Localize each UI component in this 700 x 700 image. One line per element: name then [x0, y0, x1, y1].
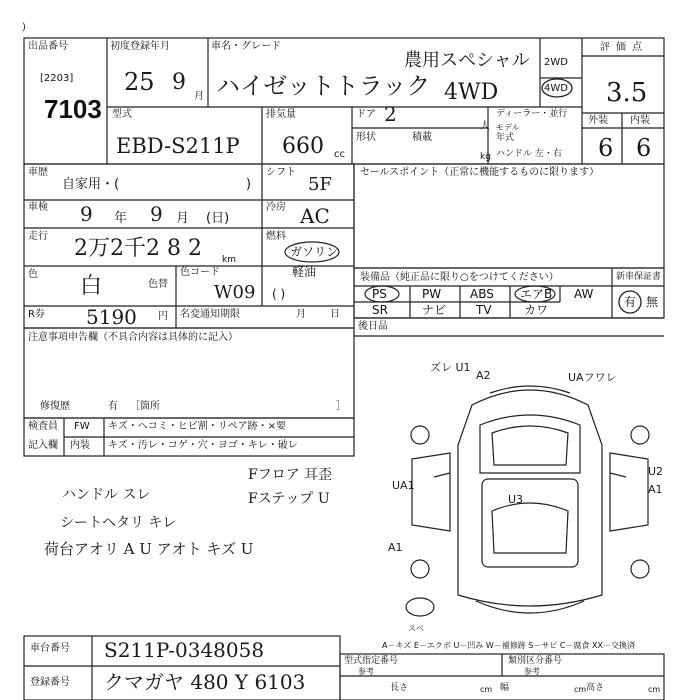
load-label: 積載 — [412, 132, 432, 143]
fuel-circle-icon — [282, 240, 342, 264]
shift-value: 5F — [308, 174, 332, 195]
shaken-year-unit: 年 — [114, 211, 128, 226]
score: 3.5 — [606, 78, 648, 108]
lot-code: [2203] — [40, 73, 74, 84]
damage-mark: A1 — [648, 483, 663, 496]
damage-mark: ズレ U1 — [430, 361, 471, 374]
inspector-label-2: 記入欄 — [28, 440, 58, 451]
car-label: 車名・グレード — [211, 41, 281, 52]
color-change-label: 色替 — [148, 279, 168, 290]
inspector-label-1: 検査員 — [28, 421, 58, 432]
interior-tag: 内装 — [70, 440, 90, 451]
model-label: 型式 — [112, 109, 132, 120]
seats-unit: 人 — [480, 121, 490, 132]
sales-point-label: セールスポイント（正常に機能するものに限ります） — [360, 167, 600, 178]
damage-mark: U2 — [648, 465, 664, 478]
equipment-item: ナビ — [422, 303, 447, 317]
model-year-label: モデル — [496, 123, 520, 132]
repair-value: 有 — [108, 401, 118, 412]
equipment-item: TV — [476, 303, 492, 317]
ac-label: 冷房 — [266, 202, 286, 213]
cc-unit: cc — [334, 149, 345, 160]
door-count: 2 — [384, 102, 397, 126]
rear-items-label: 後日品 — [358, 321, 388, 332]
ref2-label: 参考 — [524, 667, 540, 676]
door-label: ドア — [356, 109, 376, 120]
reg-month-unit: 月 — [194, 91, 204, 102]
fuel-other: ( ) — [272, 287, 286, 301]
registration-label: 登録番号 — [30, 677, 70, 688]
reg-label: 初度登録年月 — [110, 41, 170, 52]
warranty-circle-icon — [614, 288, 646, 316]
year-label: 年式 — [496, 133, 515, 143]
lot-number: 7103 — [44, 94, 102, 124]
damage-legend: A－キズ E－エクボ U－凹み W－補修跡 S－サビ C－腐食 XX－交換済 — [382, 641, 636, 650]
r-unit: 円 — [158, 311, 168, 322]
width-unit: cm — [574, 685, 587, 694]
damage-mark: UA1 — [392, 479, 415, 492]
drive-type: 4WD — [444, 80, 499, 105]
remark-1: Fフロア 耳歪 — [248, 467, 333, 483]
shaken-year: 9 — [80, 202, 93, 226]
class-label: 類別区分番号 — [508, 656, 563, 666]
mileage: 2万2千2 8 2 — [74, 236, 202, 261]
equipment-item: PS — [372, 287, 387, 301]
damage-mark: U3 — [508, 493, 524, 506]
repair-parts: ［箇所 — [130, 401, 160, 412]
r-value: 5190 — [86, 305, 137, 329]
fw-items: キズ・ヘコミ・ヒビ割・リペア跡・×要 — [108, 421, 286, 432]
equipment-label: 装備品（純正品に限り○をつけてください） — [360, 272, 559, 283]
fuel-gasoline: ガソリン — [290, 245, 339, 259]
shaken-month-unit: 月 — [176, 211, 190, 226]
exterior-label: 外装 — [588, 115, 608, 126]
airbag-circle-icon — [512, 284, 558, 304]
repair-close: ］ — [336, 401, 346, 412]
name-change-label: 名変通知期限 — [180, 309, 240, 320]
ac-value: AC — [300, 204, 330, 228]
history-value: 自家用・( — [62, 177, 120, 192]
shift-label: シフト — [266, 167, 296, 178]
height-label: 高さ — [586, 683, 605, 693]
history-label: 車歴 — [28, 167, 48, 178]
vehicle-damage-diagram — [380, 355, 680, 645]
equipment-item: ABS — [470, 287, 494, 301]
name-change-day: 日 — [330, 309, 340, 320]
chassis-label: 車台番号 — [30, 643, 70, 654]
shaken-day-unit: (日) — [206, 211, 230, 226]
fuel-label: 燃料 — [266, 231, 286, 242]
warranty-label: 新車保証書 — [616, 272, 662, 282]
fw-tag: FW — [74, 421, 90, 432]
damage-mark: A2 — [476, 369, 491, 382]
ref-label: 参考 — [358, 667, 374, 676]
interior-score: 6 — [636, 134, 652, 162]
color-code: W09 — [214, 282, 256, 303]
equipment-item: PW — [422, 287, 442, 301]
ps-circle-icon — [362, 284, 404, 304]
height-unit: cm — [648, 685, 661, 694]
exterior-score: 6 — [598, 134, 614, 162]
svg-text:): ) — [22, 22, 26, 33]
remark-3: Fステップ U — [248, 491, 330, 507]
shaken-label: 車検 — [28, 202, 48, 213]
warranty-no: 無 — [646, 295, 659, 309]
handle-label: ハンドル 左・右 — [496, 149, 562, 159]
damage-mark: スベ — [408, 624, 424, 633]
name-change-month: 月 — [296, 309, 306, 320]
color-code-label: 色コード — [180, 267, 220, 278]
model-code: EBD-S211P — [116, 134, 240, 158]
registration-number: クマガヤ 480 Y 6103 — [104, 670, 306, 694]
reg-year: 25 — [124, 68, 155, 96]
chassis-number: S211P-0348058 — [104, 638, 265, 662]
car-name: ハイゼットトラック — [216, 72, 431, 100]
r-label: R券 — [28, 309, 45, 320]
equipment-item: カワ — [524, 303, 549, 317]
mileage-label: 走行 — [28, 231, 48, 242]
score-label: 評価点 — [600, 42, 648, 53]
cc-label: 排気量 — [266, 109, 296, 120]
damage-mark: UAフワレ — [568, 371, 617, 384]
option-4wd-circle-icon — [538, 76, 574, 100]
option-2wd: 2WD — [544, 57, 568, 68]
shape-label: 形状 — [356, 132, 376, 143]
warranty-yes: 有 — [624, 295, 637, 309]
shaken-month: 9 — [150, 202, 163, 226]
color: 白 — [80, 274, 103, 299]
length-label: 長さ — [390, 683, 409, 693]
equipment-item: AW — [574, 287, 594, 301]
fuel-diesel: 軽油 — [292, 265, 317, 279]
interior-items: キズ・汚レ・コゲ・穴・ヨゴ・キレ・破レ — [108, 440, 298, 451]
interior-label: 内装 — [630, 115, 650, 126]
color-label: 色 — [28, 269, 38, 280]
width-label: 幅 — [500, 683, 510, 693]
equipment-item: エアB — [520, 287, 553, 301]
displacement: 660 — [282, 134, 324, 159]
car-grade: 農用スペシャル — [404, 50, 530, 71]
load-unit: kg — [480, 152, 491, 162]
notes-label: 注意事項申告欄（不具合内容は具体的に記入） — [28, 332, 238, 343]
type-cert-label: 型式指定番号 — [344, 656, 399, 666]
history-close: ) — [246, 177, 252, 192]
remark-4: シートヘタリ キレ — [60, 515, 177, 531]
repair-label: 修復歴 — [40, 401, 70, 412]
option-4wd: 4WD — [544, 83, 568, 94]
dealer-label: ディーラー・並行 — [496, 109, 568, 119]
km-unit: km — [222, 255, 236, 265]
equipment-item: SR — [372, 303, 388, 317]
remark-5: 荷台アオリ A U アオト キズ U — [44, 540, 254, 558]
reg-month: 9 — [172, 70, 186, 95]
lot-label: 出品番号 — [28, 41, 68, 52]
length-unit: cm — [480, 685, 493, 694]
remark-2: ハンドル スレ — [62, 487, 151, 503]
damage-mark: A1 — [388, 541, 403, 554]
